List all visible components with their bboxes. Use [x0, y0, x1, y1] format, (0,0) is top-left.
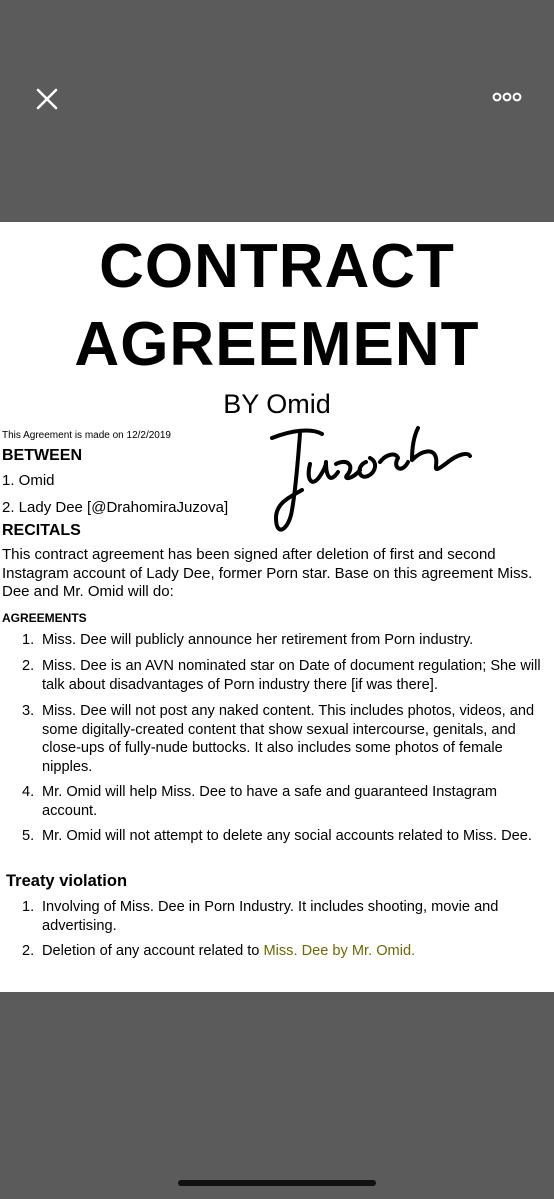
- agreement-text: Mr. Omid will help Miss. Dee to have a safe and guaranteed Instagram account.: [42, 784, 498, 819]
- recitals-text: This contract agreement has been signed after deletion of first and second Instagram account of Lady Dee, former Porn star. Base on this agreement Miss. Dee and Mr. Omid will do:: [2, 546, 533, 600]
- violation-number: 1.: [22, 899, 35, 915]
- violation-item: [22, 898, 552, 935]
- document-byline: BY Omid: [223, 389, 331, 419]
- document-image: [0, 222, 554, 992]
- agreement-text: Mr. Omid will not attempt to delete any social accounts related to Miss. Dee.: [42, 828, 532, 844]
- more-options-icon: [492, 92, 522, 102]
- home-indicator[interactable]: [178, 1180, 376, 1186]
- agreement-number: 5.: [22, 828, 35, 844]
- recitals-heading: RECITALS: [2, 522, 81, 539]
- between-heading: BETWEEN: [2, 447, 82, 464]
- close-button[interactable]: [28, 80, 66, 118]
- party-2: 2. Lady Dee [@DrahomiraJuzova]: [2, 499, 229, 516]
- agreement-item: [22, 657, 552, 694]
- party-1: 1. Omid: [2, 472, 55, 489]
- more-options-button[interactable]: [484, 82, 530, 112]
- violation-text-plain: Deletion of any account related to: [42, 943, 264, 959]
- agreements-heading: AGREEMENTS: [2, 611, 87, 625]
- agreement-item: [22, 631, 552, 650]
- agreement-number: 3.: [22, 703, 35, 719]
- document-title-line1: CONTRACT: [99, 232, 455, 301]
- agreement-text: Miss. Dee will publicly announce her retirement from Porn industry.: [42, 632, 474, 648]
- close-icon: [36, 88, 58, 110]
- handwritten-signature: [262, 418, 476, 540]
- document-title-line2: AGREEMENT: [74, 310, 480, 379]
- violation-text: Involving of Miss. Dee in Porn Industry. It includes shooting, movie and advertising.: [42, 899, 499, 934]
- viewer-toolbar: [0, 0, 554, 222]
- agreement-number: 1.: [22, 632, 35, 648]
- agreement-item: [22, 783, 552, 820]
- violation-number: 2.: [22, 943, 35, 959]
- violation-item: [22, 942, 552, 961]
- agreement-item: [22, 702, 552, 776]
- treaty-violation-heading: Treaty violation: [6, 872, 128, 890]
- agreement-text: Miss. Dee is an AVN nominated star on Date of document regulation; She will talk about disadvantages of Porn industry there [if was there].: [42, 658, 541, 693]
- agreement-item: [22, 827, 552, 846]
- violation-text: [42, 942, 552, 961]
- violation-text-highlight: Miss. Dee by Mr. Omid.: [263, 943, 416, 959]
- agreement-number: 4.: [22, 784, 35, 800]
- agreement-date: This Agreement is made on 12/2/2019: [2, 430, 171, 441]
- agreement-text: Miss. Dee will not post any naked content. This includes photos, videos, and some digitally-created content that show sexual intercourse, genitals, and close-ups of fully-nude buttocks. It also includes some photos of female nipples.: [42, 703, 535, 775]
- agreement-number: 2.: [22, 658, 35, 674]
